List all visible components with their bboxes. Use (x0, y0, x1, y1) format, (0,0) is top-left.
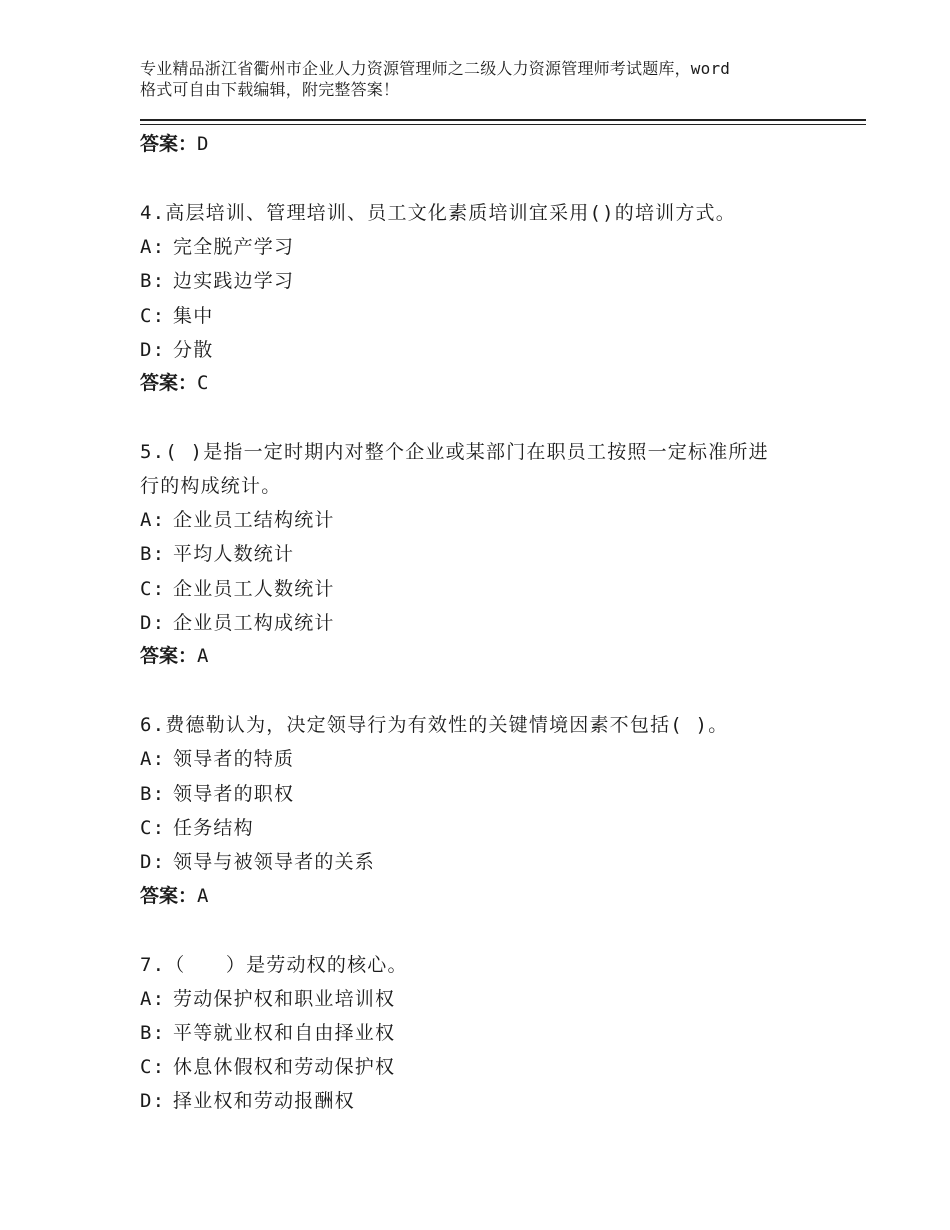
option-letter: A: (140, 987, 166, 1010)
option-letter: D: (140, 338, 166, 361)
option-letter: D: (140, 851, 166, 874)
option-text: 平均人数统计 (173, 543, 295, 566)
option-item (140, 299, 830, 333)
option-item (140, 1016, 830, 1050)
option-item (140, 1084, 830, 1118)
header-line-2: 格式可自由下载编辑，附完整答案！ (140, 80, 400, 99)
option-item (140, 503, 830, 537)
option-item (140, 606, 830, 640)
option-text: 分散 (173, 338, 214, 361)
answer-line (140, 367, 830, 399)
option-item (140, 845, 830, 879)
answer-value: C (197, 372, 209, 395)
option-letter: C: (140, 577, 166, 600)
option-letter: C: (140, 816, 166, 839)
option-text: 择业权和劳动报酬权 (173, 1090, 355, 1113)
option-text: 领导者的特质 (173, 748, 295, 771)
option-text: 任务结构 (173, 816, 254, 839)
question-stem (140, 196, 830, 230)
option-item (140, 811, 830, 845)
option-text: 平等就业权和自由择业权 (173, 1021, 396, 1044)
question-block (140, 708, 830, 911)
option-letter: D: (140, 1090, 166, 1113)
option-text: 企业员工构成统计 (173, 612, 335, 635)
option-item (140, 982, 830, 1016)
option-text: 领导与被领导者的关系 (173, 851, 376, 874)
option-text: 休息休假权和劳动保护权 (173, 1056, 396, 1079)
header-divider-thin (140, 124, 866, 125)
header-divider-thick (140, 119, 866, 121)
answer-value: D (197, 133, 209, 155)
answer-line (140, 128, 830, 160)
option-item (140, 742, 830, 776)
option-letter: B: (140, 1021, 166, 1044)
option-item (140, 230, 830, 264)
option-letter: A: (140, 509, 166, 532)
option-text: 边实践边学习 (173, 270, 295, 293)
question-stem-line: 6.费德勒认为，决定领导行为有效性的关键情境因素不包括( )。 (140, 714, 729, 737)
option-item (140, 572, 830, 606)
option-item (140, 537, 830, 571)
option-letter: A: (140, 236, 166, 258)
option-text: 企业员工结构统计 (173, 509, 335, 532)
question-stem (140, 435, 830, 503)
answer-label: 答案： (140, 645, 198, 668)
question-block (140, 435, 830, 672)
question-stem-line: 4.高层培训、管理培训、员工文化素质培训宜采用()的培训方式。 (140, 202, 736, 224)
option-item (140, 333, 830, 367)
question-stem (140, 948, 830, 982)
answer-label: 答案： (140, 372, 198, 395)
option-text: 领导者的职权 (173, 782, 295, 805)
option-item (140, 1050, 830, 1084)
answer-value: A (197, 884, 209, 907)
question-stem-line: 行的构成统计。 (140, 475, 282, 498)
answer-line (140, 640, 830, 672)
option-letter: B: (140, 270, 166, 293)
header-line-1: 专业精品浙江省衢州市企业人力资源管理师之二级人力资源管理师考试题库，word (140, 59, 731, 78)
option-letter: C: (140, 304, 166, 327)
option-text: 集中 (173, 304, 214, 327)
option-letter: B: (140, 782, 166, 805)
question-list (140, 128, 830, 1119)
answer-value: A (197, 645, 209, 668)
option-text: 企业员工人数统计 (173, 577, 335, 600)
option-letter: D: (140, 612, 166, 635)
option-text: 完全脱产学习 (173, 236, 295, 258)
option-item (140, 264, 830, 298)
question-stem-line: 5.( )是指一定时期内对整个企业或某部门在职员工按照一定标准所进 (140, 441, 769, 464)
question-block (140, 948, 830, 1119)
option-item (140, 777, 830, 811)
option-text: 劳动保护权和职业培训权 (173, 987, 396, 1010)
answer-label: 答案： (140, 133, 198, 155)
question-block (140, 196, 830, 399)
option-letter: A: (140, 748, 166, 771)
question-stem-line: 7.（ ）是劳动权的核心。 (140, 953, 408, 976)
option-letter: B: (140, 543, 166, 566)
question-stem (140, 708, 830, 742)
option-letter: C: (140, 1056, 166, 1079)
document-header (140, 58, 830, 100)
answer-label: 答案： (140, 884, 198, 907)
answer-line (140, 880, 830, 912)
